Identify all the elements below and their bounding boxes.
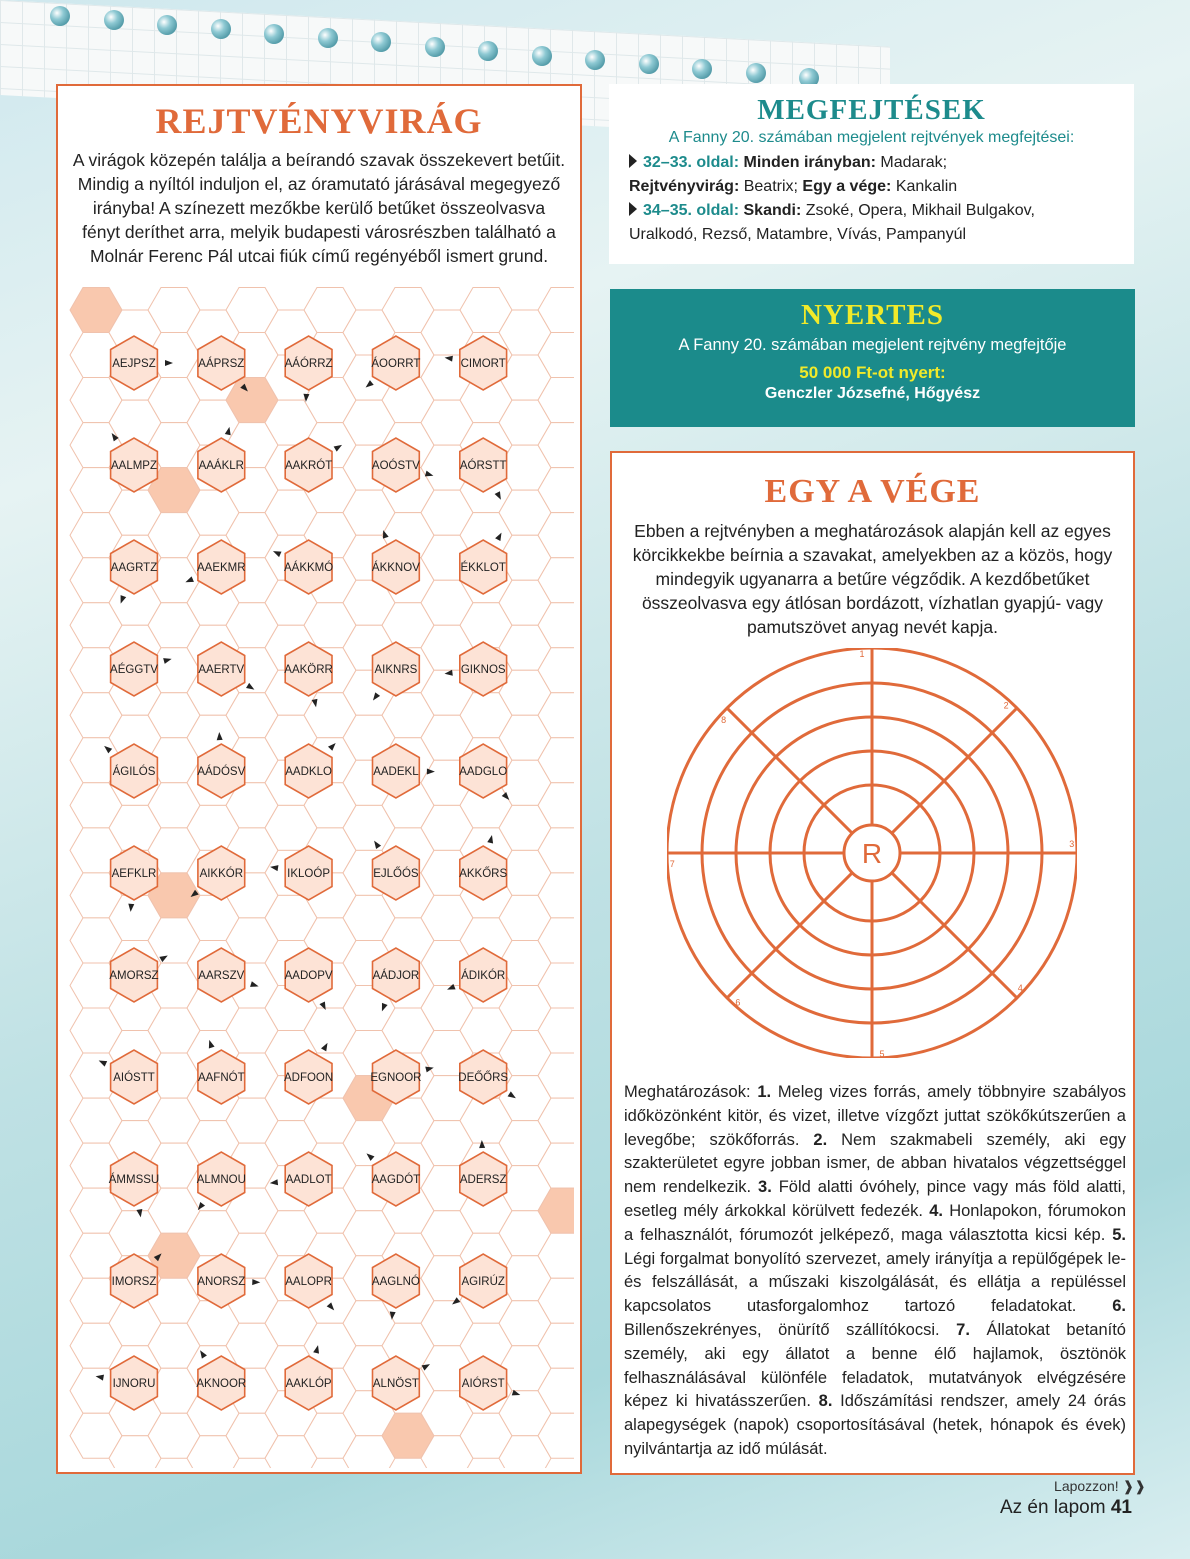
flower-letters: GIKNOS (460, 664, 506, 676)
flower-letters: AÁDÓSV (197, 766, 246, 778)
solutions-label: Minden irányban: (743, 154, 876, 171)
flower-letters: AKKŐRS (459, 868, 508, 880)
flower-letters: ADFOON (283, 1072, 334, 1084)
flower-letters: ÁGILÓS (112, 766, 156, 778)
flower-letters: AGIRÚZ (461, 1276, 505, 1288)
flower-puzzle-title: REJTVÉNYVIRÁG (155, 101, 483, 141)
solutions-line-1 (629, 151, 1134, 175)
solutions-value: Beatrix; (743, 178, 798, 195)
circular-puzzle-wheel (667, 648, 1077, 1058)
flower-letters: AKNOOR (196, 1378, 247, 1390)
flower-letters: AAKRÓT (284, 460, 333, 472)
solutions-page-ref: 32–33. oldal: (643, 154, 740, 171)
arrow-right-icon (629, 202, 637, 216)
flower-letters: ALMNOU (196, 1174, 246, 1186)
flower-letters: AADOPV (284, 970, 333, 982)
binder-hole-icon (264, 24, 284, 44)
flower-letters: AADEKL (373, 766, 419, 778)
flower-letters: AÁPRSZ (198, 358, 245, 370)
flower-letters: IMORSZ (111, 1276, 157, 1288)
definition-number: 5. (1112, 1225, 1126, 1244)
binder-hole-icon (639, 54, 659, 74)
flower-letters: AIKNRS (374, 664, 418, 676)
flower-letters: AÉGGTV (110, 664, 158, 676)
binder-hole-icon (746, 63, 766, 83)
definition-number: 3. (758, 1178, 779, 1197)
flower-letters: AIÓRST (461, 1378, 505, 1390)
wheel-spoke (892, 873, 1017, 998)
flower-letters: AÁÓRRZ (284, 358, 333, 370)
definition-number: 8. (818, 1392, 841, 1411)
binder-hole-icon (371, 32, 391, 52)
solutions-line-2 (629, 175, 1134, 199)
flower-letters: AAKÖRR (284, 664, 333, 676)
wheel-spoke (727, 708, 852, 833)
spoke-number: 3 (1069, 839, 1075, 850)
solutions-title: MEGFEJTÉSEK (757, 94, 986, 126)
definition-text: Állatokat betanító személy, aki egy állatot a benne élő hajlamok, ösztönök felhasználásával különféle feladatok, mutatványok elvégzésére képez ki hivatásszerűen. (624, 1320, 1126, 1411)
flower-letters: AADLOT (285, 1174, 332, 1186)
solutions-line-3 (629, 199, 1134, 223)
definition-number: 4. (929, 1201, 950, 1220)
definition-number: 6. (1112, 1297, 1126, 1316)
flower-letters: AMORSZ (109, 970, 159, 982)
flower-letters: ÉKKLOT (460, 562, 506, 574)
turn-page-note: Lapozzon! ❱❱ (1054, 1478, 1146, 1494)
wheel-spoke (727, 873, 852, 998)
spoke-number: 6 (735, 997, 741, 1008)
binder-hole-icon (157, 15, 177, 35)
flower-letters: AAFNÓT (197, 1072, 245, 1084)
flower-letters: AIÓSTT (113, 1072, 155, 1084)
flower-letters: AALOPR (285, 1276, 332, 1288)
flower-letters: AEJPSZ (112, 358, 156, 370)
winner-subtitle: A Fanny 20. számában megjelent rejtvény megfejtője (678, 336, 1067, 354)
flower-letters: AAGRTZ (110, 562, 158, 574)
spoke-number: 7 (669, 858, 675, 869)
solutions-value: Kankalin (895, 178, 958, 195)
flower-puzzle-intro: A virágok közepén találja a beírandó szavak összekevert betűit. Mindig a nyíltól induljon el, az óramutató járásával megegyező irányba! A színezett mezőkbe kerülő betűket összeolvasva fényt deríthet arra, melyik budapesti városrészben található a Molnár Ferenc Pál utcai fiúk című regényéből ismert grund. (72, 150, 566, 266)
flower-letters: AAERTV (198, 664, 245, 676)
magazine-name: Az én lapom (999, 1497, 1106, 1518)
binder-hole-icon (104, 10, 124, 30)
spoke-number: 8 (721, 714, 727, 725)
definition-number: 1. (757, 1083, 778, 1101)
flower-puzzle-panel (56, 84, 582, 1474)
flower-letters: ALNÖST (372, 1378, 419, 1390)
binder-hole-icon (478, 41, 498, 61)
page-footer (1000, 1497, 1132, 1519)
solutions-page-ref: 34–35. oldal: (643, 202, 740, 219)
winner-title: NYERTES (801, 299, 944, 331)
flower-letters: EJLŐÓS (373, 868, 419, 880)
flower-letters: ANORSZ (197, 1276, 246, 1288)
solutions-value: Madarak; (880, 154, 948, 171)
flower-letters: ÁDIKÓR (461, 970, 506, 982)
winner-name: Genczler Józsefné, Hőgyész (764, 385, 981, 402)
flower-letters: EGNOOR (370, 1072, 422, 1084)
winner-prize: 50 000 Ft-ot nyert: (799, 363, 946, 382)
wheel-spoke (892, 708, 1017, 833)
hex-grid (66, 282, 574, 1468)
flower-letters: ÁMMSSU (108, 1174, 160, 1186)
egy-a-vege-panel (610, 451, 1135, 1475)
flower-letters: AAKLÓP (285, 1378, 332, 1390)
binder-hole-icon (318, 28, 338, 48)
flower-letters: AÁKKMÓ (283, 562, 334, 574)
definitions (624, 1081, 1126, 1462)
notebook-holes (0, 0, 900, 90)
spoke-number: 2 (1003, 700, 1009, 711)
definition-text: Nem szakmabeli személy, aki egy szakterületet egyre jobban ismer, de abban hivatalos végzettséggel nem rendelkezik. (624, 1130, 1126, 1197)
flower-letters: IJNORU (112, 1378, 156, 1390)
flower-letters: AALMPZ (110, 460, 158, 472)
binder-hole-icon (425, 37, 445, 57)
flower-letters: AEFKLR (111, 868, 157, 880)
flower-letters: AOÓSTV (371, 460, 420, 472)
solutions-subtitle: A Fanny 20. számában megjelent rejtvények megfejtései: (668, 129, 1075, 146)
flower-letters: CIMORT (460, 358, 506, 370)
definitions-label: Meghatározások: (624, 1083, 758, 1101)
definition-text: Föld alatti óvóhely, pince vagy más föld alatti, esetleg mély árkokkal körülvett fedezék. (624, 1178, 1126, 1220)
binder-hole-icon (532, 46, 552, 66)
spoke-number: 5 (879, 1048, 885, 1058)
definition-text: Honlapokon, fórumokon a felhasználót, fórumozót jelképező, maga választotta kicsi kép. (624, 1201, 1126, 1244)
center-letter: R (861, 838, 883, 869)
definition-text: Légi forgalmat bonyolító szervezet, amely irányítja a repülőgépek le- és felszállását, a műszaki kiszolgálását, és ellátja a repüléssel kapcsolatos utasforgalomhoz tartozó feladatokat. (624, 1249, 1126, 1316)
definition-number: 2. (813, 1130, 842, 1149)
definition-text: Billenőszekrényes, önürítő szállítókocsi. (624, 1320, 957, 1339)
solutions-label: Skandi: (743, 202, 802, 219)
definition-number: 7. (956, 1320, 987, 1339)
solutions-value: Zsoké, Opera, Mikhail Bulgakov, (805, 202, 1035, 219)
winner-panel (610, 289, 1135, 427)
egy-a-vege-intro: Ebben a rejtvényben a meghatározások alapján kell az egyes körcikkekbe beírnia a szavakat, amelyekben az a közös, hogy mindegyik ugyanarra a betűre végződik. A kezdőbetűket összeolvasva egy átlósan bordázott, vízhatlan gyapjú- vagy pamutszövet anyag nevét kapja. (632, 521, 1113, 637)
spoke-number: 1 (859, 649, 865, 660)
egy-a-vege-title: EGY A VÉGE (764, 473, 981, 510)
flower-letters: AAGLNÓ (371, 1276, 420, 1288)
flower-letters: AÓRSTT (459, 460, 507, 472)
solutions-label: Egy a vége: (802, 178, 892, 195)
flower-letters: DEŐŐRS (458, 1072, 509, 1084)
solutions-panel (609, 84, 1134, 264)
binder-hole-icon (692, 59, 712, 79)
solutions-label: Rejtvényvirág: (629, 178, 740, 195)
flower-letters: AARSZV (198, 970, 245, 982)
flower-letters: AIKKÓR (199, 868, 244, 880)
definition-text: Időszámítási rendszer, amely 24 órás alapegységek (napok) csoportosításával (hetek, hónapok és évek) nyilvántartja az idő múlását. (624, 1392, 1126, 1458)
flower-letters: AÁDJOR (372, 970, 420, 982)
definition-text: Meleg vizes forrás, amely többnyire szabályos időközönként kitör, és vizet, illetve vízgőzt juttat szökőkútszerűen a levegőbe; szökőforrás. (624, 1083, 1127, 1149)
spoke-number: 4 (1017, 983, 1023, 994)
flower-letters: AAGDÓT (371, 1174, 421, 1186)
page-number: 41 (1110, 1497, 1132, 1518)
binder-hole-icon (211, 19, 231, 39)
flower-letters: ÁKKNOV (371, 562, 420, 574)
flower-letters: ÁOORRT (371, 358, 421, 370)
flower-letters: AADKLO (285, 766, 332, 778)
flower-letters: AADGLO (459, 766, 508, 778)
flower-letters: ADERSZ (459, 1174, 507, 1186)
solutions-line-4: Uralkodó, Rezső, Matambre, Vívás, Pampanyúl (629, 226, 967, 243)
flower-letters: IKLOÓP (287, 868, 331, 880)
arrow-right-icon (629, 154, 637, 168)
binder-hole-icon (585, 50, 605, 70)
flower-letters: AAÁKLR (198, 460, 244, 472)
flower-letters: AAEKMR (197, 562, 246, 574)
binder-hole-icon (50, 6, 70, 26)
